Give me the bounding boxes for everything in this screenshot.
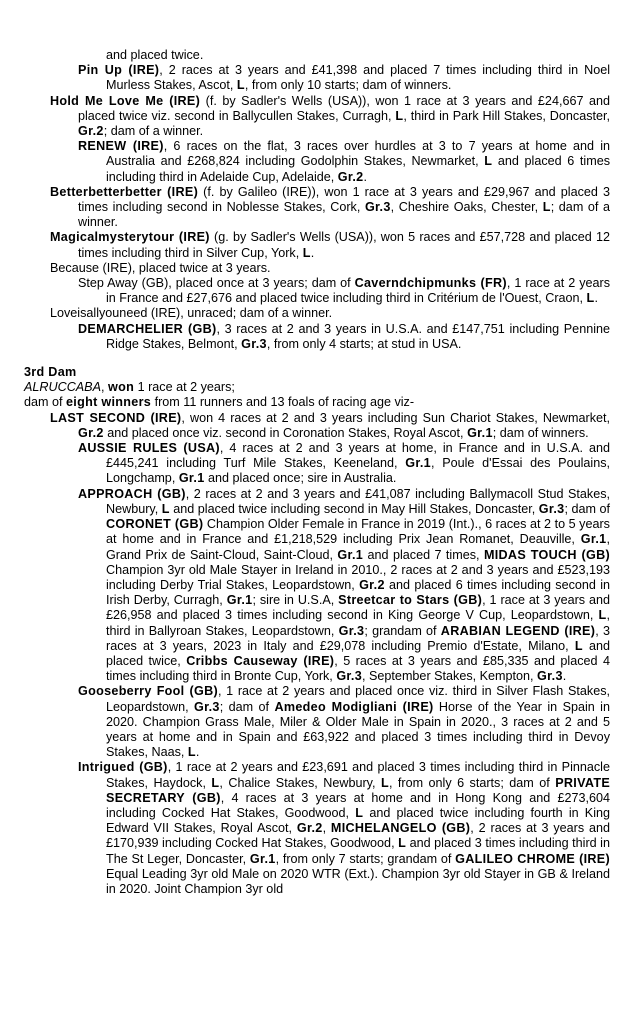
horse-name-or-grade: L <box>187 745 196 760</box>
horse-name-or-grade: Gr.1 <box>337 547 364 562</box>
entry-text: (f. by Sadler's Wells (USA)), won 1 race at 3 years and £24,667 and placed twice viz. second in Ballycullen Stakes, Curragh, <box>78 93 610 123</box>
entry-text: , from only 4 starts; at stud in USA. <box>266 336 462 351</box>
horse-name-or-grade: won <box>107 380 135 395</box>
horse-name-or-grade: Gr.2 <box>296 821 323 836</box>
horse-name-or-grade: L <box>484 154 493 169</box>
horse-name-or-grade: eight winners <box>66 395 152 410</box>
entry-text: and placed twice including second in May Hill Stakes, Doncaster, <box>169 501 539 516</box>
section-heading <box>24 365 640 380</box>
horse-name-or-grade: Gooseberry Fool (GB) <box>78 684 218 699</box>
horse-name-or-grade: 3rd Dam <box>24 365 77 380</box>
entry-text: ; sire in U.S.A, <box>252 593 339 608</box>
entry-text: , 2 races at 3 years and £41,398 and placed 7 times including third in Noel Murless Stakes, Ascot, <box>106 63 611 93</box>
horse-name-or-grade: L <box>302 245 311 260</box>
entry-text: ; dam of a winner. <box>103 124 204 139</box>
entry-text: , 6 races on the flat, 3 races over hurdles at 3 to 7 years at home and in Australia and £268,824 including Godolphin Stakes, Newmarket, <box>106 139 611 169</box>
entry-text: , 1 race at 3 years and £26,958 and placed 3 times including second in King George V Cup, Leopardstown, <box>106 593 611 623</box>
progeny-entry <box>50 230 610 260</box>
entry-text: , 1 race at 2 years and £23,691 and placed 3 times including third in Pinnacle Stakes, Haydock, <box>106 760 610 790</box>
entry-text: , <box>322 821 331 836</box>
entry-text: ; dam of <box>564 501 610 516</box>
dam-line <box>24 380 610 395</box>
entry-text: , Chalice Stakes, Newbury, <box>219 775 381 790</box>
entry-text: Champion Older Female in France in 2019 (Int.)., 6 races at 2 to 5 years at home and in France and £1,218,529 including Prix Jean Romanet, Deauville, <box>106 517 610 547</box>
horse-name-or-grade: Gr.3 <box>538 501 565 516</box>
entry-text: Because (IRE), placed twice at 3 years. <box>50 260 271 275</box>
horse-name-or-grade: Gr.3 <box>537 669 563 684</box>
horse-name-or-grade: Amedeo Modigliani (IRE) <box>274 699 434 714</box>
entry-text: Equal Leading 3yr old Male on 2020 WTR (Ext.). Champion 3yr old Stayer in GB & Ireland in 2020. Joint Champion 3yr old <box>106 866 610 896</box>
entry-text: , 3 races at 3 years, 2023 in Italy and £29,078 including Premio d'Estate, Milano, <box>106 623 610 653</box>
entry-text: and placed once; sire in Australia. <box>204 471 397 486</box>
entry-text: and placed 6 times including third in Adelaide Cup, Adelaide, <box>106 154 610 184</box>
entry-text: , third in Park Hill Stakes, Doncaster, <box>403 108 610 123</box>
horse-name-or-grade: Caverndchipmunks (FR) <box>354 276 507 291</box>
entry-text: , 2 races at 2 and 3 years and £41,087 including Ballymacoll Stud Stakes, Newbury, <box>106 486 611 516</box>
horse-name-or-grade: Gr.1 <box>249 851 276 866</box>
entry-text: and placed 7 times, <box>363 547 484 562</box>
horse-name-or-grade: L <box>598 608 607 623</box>
entry-text: ; dam of winners. <box>492 425 589 440</box>
horse-name-or-grade: Intrigued (GB) <box>78 760 168 775</box>
entry-continuation <box>106 48 610 63</box>
horse-name-or-grade: Gr.1 <box>178 471 205 486</box>
horse-name-or-grade: Pin Up (IRE) <box>78 63 160 78</box>
horse-name-or-grade: Gr.2 <box>78 124 104 139</box>
horse-name-or-grade: Hold Me Love Me (IRE) <box>50 93 201 108</box>
horse-name-or-grade: Gr.3 <box>241 336 267 351</box>
dam-name: ALRUCCABA <box>24 380 101 395</box>
horse-name-or-grade: L <box>574 638 583 653</box>
horse-name-or-grade: DEMARCHELIER (GB) <box>78 321 217 336</box>
entry-text: , third in Ballyroan Stakes, Leopardstown, <box>106 608 610 638</box>
dam-line <box>24 395 610 410</box>
entry-text: , Cheshire Oaks, Chester, <box>390 200 543 215</box>
entry-text: 1 race at 2 years; <box>134 380 235 395</box>
entry-text: , from only 10 starts; dam of winners. <box>244 78 452 93</box>
grand-progeny-entry <box>78 441 610 487</box>
horse-name-or-grade: Betterbetterbetter (IRE) <box>50 184 199 199</box>
entry-text: ; dam of a winner. <box>78 200 610 230</box>
horse-name-or-grade: MICHELANGELO (GB) <box>330 821 471 836</box>
entry-text: , from only 6 starts; dam of <box>388 775 556 790</box>
grand-progeny-entry <box>78 684 610 760</box>
progeny-entry <box>50 306 610 321</box>
horse-name-or-grade: Magicalmysterytour (IRE) <box>50 230 210 245</box>
horse-name-or-grade: L <box>542 200 551 215</box>
horse-name-or-grade: Gr.1 <box>405 456 431 471</box>
entry-text: , 4 races at 3 years at home and in Hong Kong and £273,604 including Cocked Hat Stakes, Goodwood, <box>106 790 610 820</box>
entry-text: (g. by Sadler's Wells (USA)), won 5 races and £57,728 and placed 12 times including third in Silver Cup, York, <box>78 230 610 260</box>
grand-progeny-entry <box>78 487 610 685</box>
horse-name-or-grade: Gr.3 <box>364 200 391 215</box>
entry-text: , 1 race at 2 years in France and £27,676 and placed twice including third in Critérium de l'Ouest, Craon, <box>106 276 610 306</box>
horse-name-or-grade: Gr.2 <box>359 577 385 592</box>
horse-name-or-grade: Gr.1 <box>226 593 253 608</box>
entry-text: and placed 3 times including third in The St Leger, Doncaster, <box>106 836 610 866</box>
horse-name-or-grade: LAST SECOND (IRE) <box>50 410 182 425</box>
horse-name-or-grade: L <box>355 805 364 820</box>
grand-progeny-entry <box>78 63 610 93</box>
progeny-entry <box>50 185 610 231</box>
entry-text: , 3 races at 2 and 3 years in U.S.A. and £147,751 including Pennine Ridge Stakes, Belmont, <box>106 321 611 351</box>
horse-name-or-grade: Gr.1 <box>580 532 607 547</box>
entry-text: and placed 6 times including second in Irish Derby, Curragh, <box>106 577 610 608</box>
entry-text: . <box>594 291 599 306</box>
entry-text: , September Stakes, Kempton, <box>362 669 538 684</box>
entry-text: and placed once viz. second in Coronation Stakes, Royal Ascot, <box>103 425 468 440</box>
horse-name-or-grade: Gr.3 <box>194 699 220 714</box>
entry-text: and placed twice including fourth in King Edward VII Stakes, Royal Ascot, <box>106 805 610 836</box>
entry-text: ; grandam of <box>364 623 441 638</box>
horse-name-or-grade: Gr.2 <box>337 169 364 184</box>
horse-name-or-grade: RENEW (IRE) <box>78 139 164 154</box>
horse-name-or-grade: AUSSIE RULES (USA) <box>78 441 220 456</box>
entry-text: Loveisallyouneed (IRE), unraced; dam of a winner. <box>50 306 333 321</box>
entry-text: . <box>195 745 200 760</box>
horse-name-or-grade: Gr.3 <box>338 623 365 638</box>
entry-text: . <box>562 669 567 684</box>
entry-text: Champion 3yr old Male Stayer in Ireland in 2010., 2 races at 2 and 3 years and £523,193 including Derby Trial Stakes, Leopardstown, <box>106 562 610 592</box>
entry-text: , 4 races at 2 and 3 years at home, in France and in U.S.A. and £445,241 including Turf Mile Stakes, Keeneland, <box>106 441 610 471</box>
horse-name-or-grade: Gr.3 <box>336 669 363 684</box>
entry-text: , Grand Prix de Saint-Cloud, Saint-Cloud, <box>106 532 610 562</box>
entry-text: , <box>100 380 108 395</box>
entry-text: and placed twice. <box>106 48 204 62</box>
entry-text: Step Away (GB), placed once at 3 years; dam of <box>78 276 355 291</box>
progeny-entry <box>50 411 610 441</box>
grand-progeny-entry <box>78 760 610 897</box>
horse-name-or-grade: APPROACH (GB) <box>78 486 186 501</box>
grand-progeny-entry <box>78 276 610 306</box>
horse-name-or-grade: Cribbs Causeway (IRE) <box>186 653 335 668</box>
entry-text: , 1 race at 2 years and placed once viz. third in Silver Flash Stakes, Leopardstown, <box>106 684 610 714</box>
entry-text: , 2 races at 3 years and £170,939 including Cocked Hat Stakes, Goodwood, <box>106 821 611 851</box>
entry-text: . <box>310 245 315 260</box>
entry-text: dam of <box>24 395 66 410</box>
entry-text: from 11 runners and 13 foals of racing age viz- <box>151 395 415 410</box>
entry-text: . <box>363 169 367 184</box>
horse-name-or-grade: L <box>211 775 220 790</box>
progeny-entry <box>50 261 610 276</box>
entry-text: ; dam of <box>219 699 275 714</box>
horse-name-or-grade: Streetcar to Stars (GB) <box>338 593 483 608</box>
horse-name-or-grade: L <box>236 78 245 93</box>
grand-progeny-entry <box>78 139 610 185</box>
horse-name-or-grade: L <box>380 775 389 790</box>
entry-text: Horse of the Year in Spain in 2020. Champion Grass Male, Miler & Older Male in Spain in 2020., 3 races at 2 and 5 years at home and in Spain and £63,922 and placed 3 times including third in Devoy Stakes, Naas, <box>106 699 610 760</box>
horse-name-or-grade: PRIVATE SECRETARY (GB) <box>106 775 611 805</box>
horse-name-or-grade: Gr.2 <box>78 425 104 440</box>
horse-name-or-grade: CORONET (GB) <box>106 517 204 532</box>
horse-name-or-grade: GALILEO CHROME (IRE) <box>455 851 610 866</box>
entry-text: , 5 races at 3 years and £85,335 and placed 4 times including third in Bronte Cup, York, <box>106 653 610 684</box>
horse-name-or-grade: L <box>161 501 170 516</box>
entry-text: and placed twice, <box>106 638 611 668</box>
entry-text: , from only 7 starts; grandam of <box>275 851 456 866</box>
grand-progeny-entry <box>78 322 610 352</box>
horse-name-or-grade: L <box>586 291 595 306</box>
horse-name-or-grade: L <box>395 108 404 123</box>
entry-text: , won 4 races at 2 and 3 years including Sun Chariot Stakes, Newmarket, <box>181 410 610 425</box>
entry-text: (f. by Galileo (IRE)), won 1 race at 3 years and £29,967 and placed 3 times including second in Noblesse Stakes, Cork, <box>78 184 610 215</box>
horse-name-or-grade: MIDAS TOUCH (GB) <box>483 547 610 562</box>
horse-name-or-grade: ARABIAN LEGEND (IRE) <box>440 623 596 638</box>
horse-name-or-grade: Gr.1 <box>467 425 493 440</box>
progeny-entry <box>50 94 610 140</box>
horse-name-or-grade: L <box>398 836 407 851</box>
entry-text: , Poule d'Essai des Poulains, Longchamp, <box>106 456 610 486</box>
